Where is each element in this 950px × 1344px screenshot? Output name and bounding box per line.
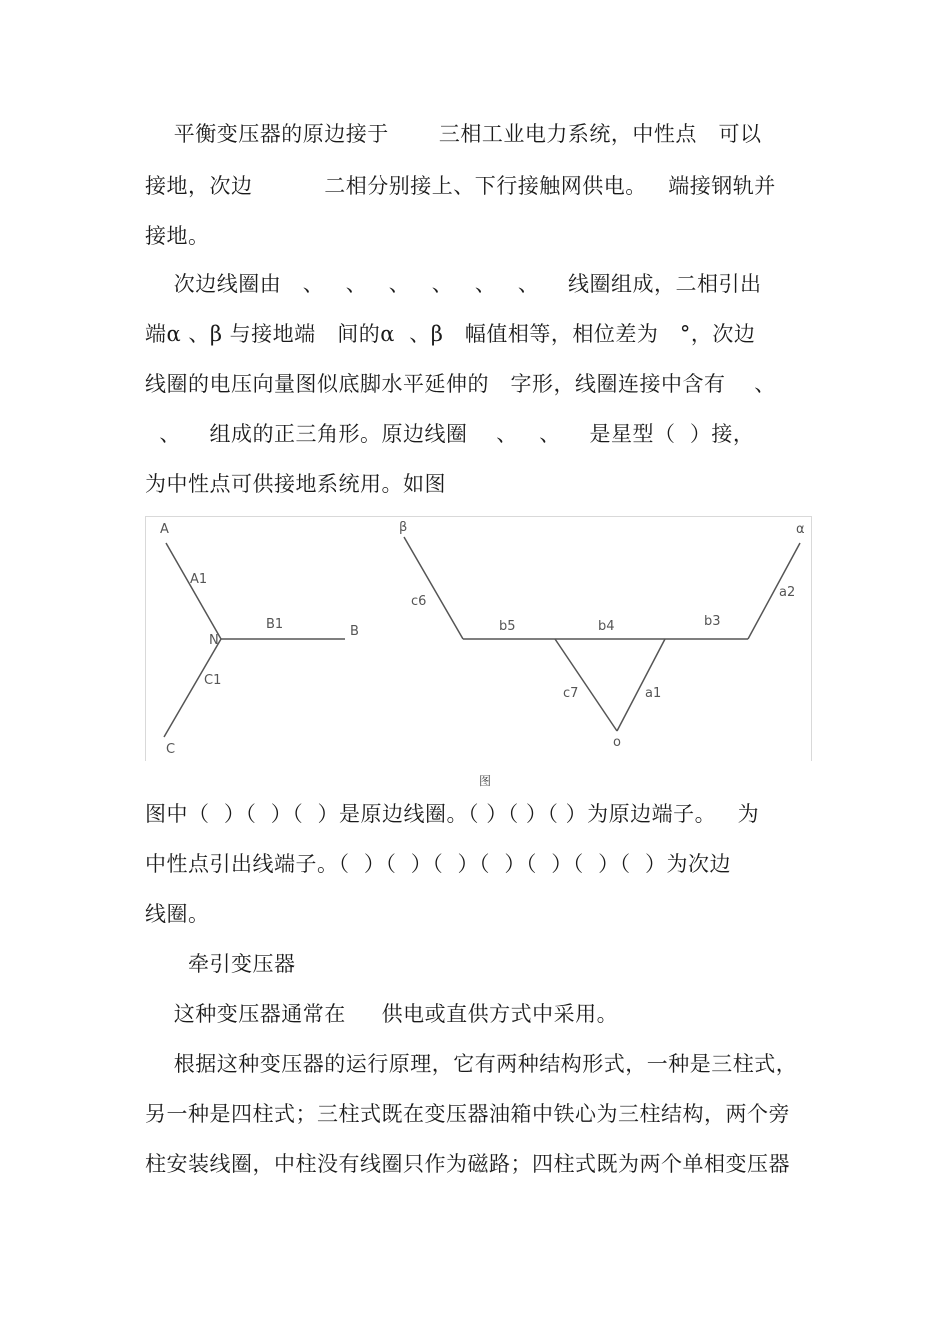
label-b3: b3 xyxy=(704,614,721,629)
winding-a1-secondary-line xyxy=(617,639,665,731)
label-B1: B1 xyxy=(266,617,284,632)
diagram-lines xyxy=(146,517,811,761)
paragraph-1-line-3: 接地。 xyxy=(145,224,210,248)
paragraph-2-line-4: 、 组成的正三角形。原边线圈 、 、 是星型（ ）接， xyxy=(145,422,755,446)
label-c7: c7 xyxy=(563,686,579,701)
paragraph-4-line-1: 这种变压器通常在 供电或直供方式中采用。 xyxy=(145,1002,619,1026)
paragraph-5-line-3: 柱安装线圈，中柱没有线圈只作为磁路；四柱式既为两个单相变压器 xyxy=(145,1152,790,1176)
paragraph-3-line-3: 线圈。 xyxy=(145,902,210,926)
label-b5: b5 xyxy=(499,619,516,634)
label-A1: A1 xyxy=(190,572,208,587)
label-o: o xyxy=(613,735,621,750)
label-b4: b4 xyxy=(598,619,615,634)
paragraph-1-line-2: 接地，次边 二相分别接上、下行接触网供电。 端接钢轨并 xyxy=(145,174,776,198)
transformer-winding-diagram xyxy=(145,516,812,761)
winding-a1-line xyxy=(166,543,221,639)
paragraph-3-line-2: 中性点引出线端子。（ ）（ ）（ ）（ ）（ ）（ ）（ ）为次边 xyxy=(145,852,731,876)
label-a2: a2 xyxy=(779,585,796,600)
paragraph-2-line-3: 线圈的电压向量图似底脚水平延伸的 字形，线圈连接中含有 、 xyxy=(145,372,776,396)
paragraph-5-line-2: 另一种是四柱式；三柱式既在变压器油箱中铁心为三柱结构，两个旁 xyxy=(145,1102,790,1126)
winding-c1-line xyxy=(164,639,221,737)
label-alpha: α xyxy=(796,522,805,537)
winding-c7-line xyxy=(555,639,617,731)
label-A: A xyxy=(160,522,169,537)
paragraph-3-line-1: 图中（ ）（ ）（ ）是原边线圈。（ ）（ ）（ ）为原边端子。 为 xyxy=(145,802,760,826)
winding-c6-line xyxy=(404,537,463,639)
paragraph-5-line-1: 根据这种变压器的运行原理，它有两种结构形式，一种是三柱式， xyxy=(145,1052,798,1076)
paragraph-2-line-1: 次边线圈由 、 、 、 、 、 、 线圈组成，二相引出 xyxy=(145,272,762,296)
label-beta: β xyxy=(399,520,408,535)
paragraph-2-line-2: 端α 、β 与接地端 间的α 、β 幅值相等，相位差为 °，次边 xyxy=(145,322,756,346)
label-N: N xyxy=(209,633,219,648)
label-C: C xyxy=(166,742,176,757)
label-c6: c6 xyxy=(411,594,427,609)
label-B: B xyxy=(350,624,359,639)
paragraph-1-line-1: 平衡变压器的原边接于 三相工业电力系统，中性点 可以 xyxy=(145,122,762,146)
figure-caption: 图 xyxy=(478,774,491,788)
section-heading: 牵引变压器 xyxy=(145,952,296,976)
label-a1: a1 xyxy=(645,686,662,701)
label-C1: C1 xyxy=(204,673,222,688)
paragraph-2-line-5: 为中性点可供接地系统用。如图 xyxy=(145,472,446,496)
